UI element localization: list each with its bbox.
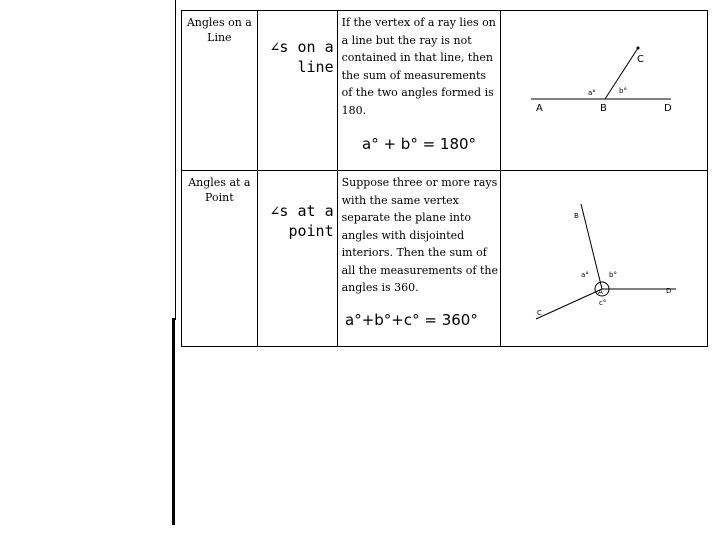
- label-d-point: D: [663, 103, 672, 114]
- row-symbol: ∠s on a line: [270, 38, 334, 76]
- formula-angles-on-line: a° + b° = 180°: [362, 135, 477, 153]
- label-angle-b: b°: [608, 271, 617, 279]
- row-figure-cell: [500, 171, 707, 347]
- row-name-cell: [182, 171, 258, 347]
- left-margin-line-thick: [172, 318, 175, 525]
- angles-on-line-figure: [501, 11, 707, 121]
- row-symbol-cell: [257, 171, 337, 347]
- formula-angles-at-point: a°+b°+c° = 360°: [345, 311, 478, 329]
- point-c-dot: [636, 47, 639, 50]
- label-right-point: D: [665, 287, 672, 295]
- label-upper-point: B: [573, 212, 579, 220]
- label-a-point: A: [535, 103, 543, 114]
- row-description: Suppose three or more rays with the same vertex separate the plane into angles with disjointed interiors. Then the sum of all the measurements of the angles is 360.: [341, 176, 499, 294]
- label-lower-point: C: [536, 309, 542, 317]
- row-description: If the vertex of a ray lies on a line but the ray is not contained in that line, then the sum of measurements of the two angles formed is 180.: [341, 16, 496, 117]
- label-b-point: B: [599, 103, 607, 114]
- label-vertex: A: [597, 288, 603, 296]
- ray-ac: [536, 289, 602, 319]
- label-angle-a: a°: [580, 271, 589, 279]
- label-c-point: C: [636, 54, 644, 65]
- row-name-cell: [182, 11, 258, 171]
- angles-at-point-figure: [501, 171, 707, 321]
- angles-table: [181, 10, 708, 347]
- label-angle-b: b°: [618, 87, 627, 95]
- row-symbol-cell: [257, 11, 337, 171]
- row-figure-cell: [500, 11, 707, 171]
- label-angle-a: a°: [587, 89, 596, 97]
- row-name: Angles at a Point: [188, 176, 251, 204]
- row-name: Angles on a Line: [186, 16, 252, 44]
- row-symbol: ∠s at a point: [270, 202, 334, 240]
- left-margin-line-thin: [175, 0, 176, 320]
- label-angle-c: c°: [598, 299, 607, 307]
